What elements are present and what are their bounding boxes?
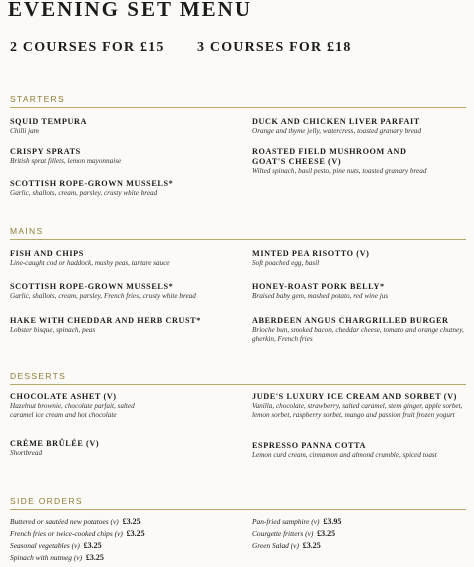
item-description: Brioche bun, smoked bacon, cheddar cheese, tomato and orange chutney, gherkin, French fries — [252, 326, 464, 343]
menu-item — [252, 117, 474, 136]
side-name: Spinach with nutmeg (v) — [10, 553, 83, 562]
side-order-item — [252, 517, 341, 526]
side-price: £3.25 — [317, 529, 336, 538]
menu-item — [10, 249, 235, 268]
section-title-side-orders: SIDE ORDERS — [10, 496, 83, 506]
item-name: ROASTED FIELD MUSHROOM AND GOAT'S CHEESE (V) — [252, 147, 407, 166]
side-price: £3.25 — [126, 529, 145, 538]
item-name: SCOTTISH ROPE-GROWN MUSSELS* — [10, 282, 174, 291]
menu-item — [10, 282, 235, 301]
menu-item — [252, 147, 442, 176]
section-divider — [10, 384, 466, 385]
item-name: HAKE WITH CHEDDAR AND HERB CRUST* — [10, 316, 201, 325]
section-title-starters: STARTERS — [10, 94, 65, 104]
item-description: Garlic, shallots, cream, parsley, French fries, crusty white bread — [10, 292, 196, 300]
item-name: SQUID TEMPURA — [10, 117, 88, 126]
item-name: MINTED PEA RISOTTO (V) — [252, 249, 370, 258]
menu-item — [10, 392, 160, 419]
side-order-item — [10, 529, 145, 538]
item-name: CHOCOLATE ASHET (V) — [10, 392, 117, 401]
menu-item — [252, 249, 474, 268]
section-title-mains: MAINS — [10, 226, 44, 236]
menu-item — [10, 117, 235, 136]
item-description: Orange and thyme jelly, watercress, toasted granary bread — [252, 127, 422, 135]
item-description: Lobster bisque, spinach, peas — [10, 326, 96, 334]
item-description: British sprat fillets, lemon mayonnaise — [10, 157, 122, 165]
section-divider — [10, 107, 466, 108]
side-order-item — [252, 529, 335, 538]
menu-item — [252, 441, 470, 460]
side-order-item — [10, 517, 141, 526]
item-name: ABERDEEN ANGUS CHARGRILLED BURGER — [252, 316, 449, 325]
side-name: French fries or twice-cooked chips (v) — [10, 529, 123, 538]
side-order-item — [10, 553, 104, 562]
item-description: Braised baby gem, mashed potato, red wine jus — [252, 292, 389, 300]
item-name: ESPRESSO PANNA COTTA — [252, 441, 367, 450]
menu-item — [252, 282, 474, 301]
menu-item — [10, 179, 235, 198]
item-description: Hazelnut brownie, chocolate parfait, salted caramel ice cream and hot chocolate — [10, 402, 135, 419]
item-description: Shortbread — [10, 449, 43, 457]
side-name: Green Salad (v) — [252, 541, 299, 550]
item-name: FISH AND CHIPS — [10, 249, 84, 258]
side-price: £3.25 — [83, 541, 102, 550]
item-description: Lemon curd cream, cinnamon and almond crumble, spiced toast — [252, 451, 437, 459]
item-name: CRISPY SPRATS — [10, 147, 81, 156]
three-course-price: 3 COURSES FOR £18 — [197, 40, 352, 55]
side-name: Seasonal vegetables (v) — [10, 541, 80, 550]
side-order-item — [10, 541, 102, 550]
side-price: £3.25 — [85, 553, 104, 562]
item-description: Garlic, shallots, cream, parsley, crusty white bread — [10, 189, 158, 197]
section-divider — [10, 239, 466, 240]
side-price: £3.25 — [302, 541, 321, 550]
side-name: Courgette fritters (v) — [252, 529, 314, 538]
menu-item — [10, 439, 235, 458]
item-description: Wilted spinach, basil pesto, pine nuts, toasted granary bread — [252, 167, 427, 175]
side-price: £3.95 — [323, 517, 342, 526]
item-description: Soft poached egg, basil — [252, 259, 320, 267]
item-name: SCOTTISH ROPE-GROWN MUSSELS* — [10, 179, 174, 188]
item-name: CRÈME BRÛLÉE (V) — [10, 439, 100, 448]
two-course-price: 2 COURSES FOR £15 — [10, 40, 165, 55]
item-description: Vanilla, chocolate, strawberry, salted caramel, stem ginger, apple sorbet, lemon sorbet, raspberry sorbet, mango and passion fruit frozen yogurt — [252, 402, 463, 419]
side-order-item — [252, 541, 321, 550]
item-name: DUCK AND CHICKEN LIVER PARFAIT — [252, 117, 420, 126]
menu-item — [252, 316, 470, 343]
side-price: £3.25 — [122, 517, 141, 526]
section-divider — [10, 509, 466, 510]
menu-item — [10, 316, 235, 335]
menu-title: EVENING SET MENU — [8, 0, 252, 21]
item-name: HONEY-ROAST PORK BELLY* — [252, 282, 385, 291]
side-name: Pan-fried samphire (v) — [252, 517, 320, 526]
menu-item — [10, 147, 235, 166]
section-title-desserts: DESSERTS — [10, 371, 67, 381]
side-name: Buttered or sautéed new potatoes (v) — [10, 517, 119, 526]
item-description: Chilli jam — [10, 127, 39, 135]
item-name: JUDE'S LUXURY ICE CREAM AND SORBET (V) — [252, 392, 457, 401]
item-description: Line-caught cod or haddock, mushy peas, tartare sauce — [10, 259, 170, 267]
menu-item — [252, 392, 470, 419]
